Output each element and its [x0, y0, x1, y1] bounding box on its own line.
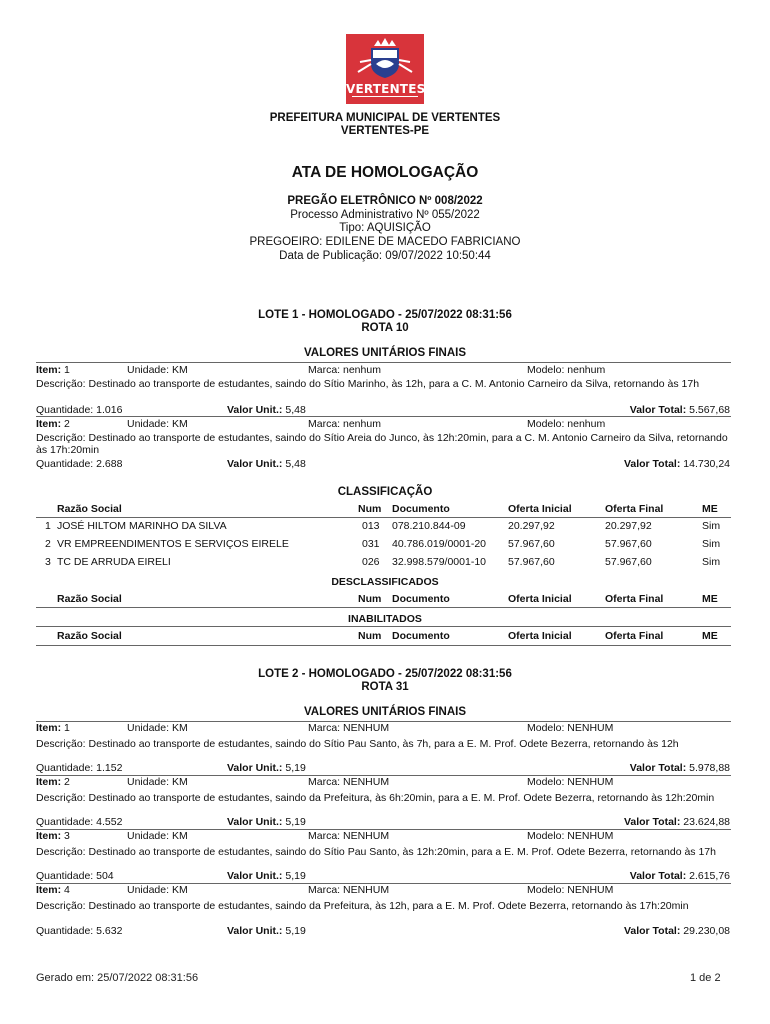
item-unit: Unidade: KM	[127, 830, 188, 842]
vertentes-logo	[346, 34, 424, 104]
logo-wordmark: VERTENTES	[346, 82, 426, 96]
row-num: 013	[362, 520, 380, 532]
pregao-number: PREGÃO ELETRÔNICO Nº 008/2022	[287, 195, 483, 207]
item-unit: Unidade: KM	[127, 364, 188, 376]
col-num: Num	[358, 503, 382, 515]
row-oferta-inicial: 57.967,60	[508, 538, 555, 550]
row-num: 026	[362, 556, 380, 568]
col-oferta-inicial: Oferta Inicial	[508, 630, 572, 642]
row-razao-social: TC DE ARRUDA EIRELI	[57, 556, 171, 568]
lote-title: LOTE 1 - HOMOLOGADO - 25/07/2022 08:31:56	[258, 309, 512, 321]
divider	[36, 607, 731, 608]
item-description: Descrição: Destinado ao transporte de estudantes, saindo do Sítio Areia do Junco, às 12h:20min, para a C. M. Antonio Carneiro da Silva, retornando às 17h:20min	[36, 432, 728, 456]
item-number: Item: 2	[36, 776, 70, 788]
inabilitados-title: INABILITADOS	[348, 613, 422, 625]
valores-title: VALORES UNITÁRIOS FINAIS	[303, 706, 467, 718]
row-num: 031	[362, 538, 380, 550]
item-total-value: Valor Total: 2.615,76	[629, 870, 730, 882]
item-unit: Unidade: KM	[127, 776, 188, 788]
row-me: Sim	[702, 520, 721, 532]
item-model: Modelo: NENHUM	[527, 884, 614, 896]
document-title: ATA DE HOMOLOGAÇÃO	[291, 164, 479, 181]
col-me: ME	[702, 593, 718, 605]
row-razao-social: VR EMPREENDIMENTOS E SERVIÇOS EIRELE	[57, 538, 289, 550]
divider	[36, 362, 731, 363]
item-total-value: Valor Total: 5.978,88	[629, 762, 730, 774]
col-num: Num	[358, 630, 382, 642]
col-documento: Documento	[392, 503, 450, 515]
col-oferta-final: Oferta Final	[605, 593, 664, 605]
item-brand: Marca: NENHUM	[308, 884, 390, 896]
item-quantity: Quantidade: 5.632	[36, 925, 123, 937]
org-city: VERTENTES-PE	[340, 125, 430, 137]
row-me: Sim	[702, 556, 721, 568]
item-total-value: Valor Total: 23.624,88	[623, 816, 730, 828]
col-razao-social: Razão Social	[57, 593, 122, 605]
org-name: PREFEITURA MUNICIPAL DE VERTENTES	[269, 112, 501, 124]
row-documento: 078.210.844-09	[392, 520, 466, 532]
item-model: Modelo: NENHUM	[527, 722, 614, 734]
valores-title: VALORES UNITÁRIOS FINAIS	[303, 347, 467, 359]
col-oferta-final: Oferta Final	[605, 503, 664, 515]
lote-title: LOTE 2 - HOMOLOGADO - 25/07/2022 08:31:56	[258, 668, 512, 680]
item-total-value: Valor Total: 5.567,68	[629, 404, 730, 416]
row-oferta-inicial: 20.297,92	[508, 520, 555, 532]
lote-rota: ROTA 31	[361, 681, 409, 693]
item-description: Descrição: Destinado ao transporte de estudantes, saindo do Sítio Pau Santo, às 12h:20min, para a E. M. Prof. Odete Bezerra, retornando às 17h	[36, 846, 716, 858]
row-documento: 40.786.019/0001-20	[392, 538, 487, 550]
publication-date: Data de Publicação: 09/07/2022 10:50:44	[279, 250, 491, 262]
item-number: Item: 3	[36, 830, 70, 842]
item-unit: Unidade: KM	[127, 884, 188, 896]
row-oferta-final: 57.967,60	[605, 538, 652, 550]
item-unit-value: Valor Unit.: 5,48	[227, 404, 306, 416]
item-total-value: Valor Total: 14.730,24	[623, 458, 730, 470]
item-brand: Marca: NENHUM	[308, 776, 390, 788]
item-number: Item: 1	[36, 364, 70, 376]
col-me: ME	[702, 503, 718, 515]
item-brand: Marca: NENHUM	[308, 722, 390, 734]
generated-at: Gerado em: 25/07/2022 08:31:56	[36, 972, 199, 984]
item-brand: Marca: NENHUM	[308, 830, 390, 842]
row-position: 1	[45, 520, 51, 532]
row-position: 2	[45, 538, 51, 550]
classificacao-title: CLASSIFICAÇÃO	[337, 486, 433, 498]
item-description: Descrição: Destinado ao transporte de estudantes, saindo do Sítio Marinho, às 12h, para a C. M. Antonio Carneiro da Silva, retornando às 17h	[36, 378, 700, 390]
col-oferta-inicial: Oferta Inicial	[508, 593, 572, 605]
item-model: Modelo: nenhum	[527, 364, 606, 376]
item-unit-value: Valor Unit.: 5,19	[227, 925, 306, 937]
row-me: Sim	[702, 538, 721, 550]
row-oferta-inicial: 57.967,60	[508, 556, 555, 568]
item-quantity: Quantidade: 2.688	[36, 458, 123, 470]
row-documento: 32.998.579/0001-10	[392, 556, 487, 568]
col-documento: Documento	[392, 630, 450, 642]
item-brand: Marca: nenhum	[308, 418, 381, 430]
item-quantity: Quantidade: 1.152	[36, 762, 123, 774]
row-oferta-final: 57.967,60	[605, 556, 652, 568]
col-documento: Documento	[392, 593, 450, 605]
item-number: Item: 1	[36, 722, 70, 734]
item-unit-value: Valor Unit.: 5,19	[227, 762, 306, 774]
item-brand: Marca: nenhum	[308, 364, 381, 376]
item-quantity: Quantidade: 4.552	[36, 816, 123, 828]
item-description: Descrição: Destinado ao transporte de estudantes, saindo do Sítio Pau Santo, às 7h, para a E. M. Prof. Odete Bezerra, retornando às 12h	[36, 738, 679, 750]
col-razao-social: Razão Social	[57, 630, 122, 642]
row-razao-social: JOSÉ HILTOM MARINHO DA SILVA	[57, 520, 227, 532]
page-number: 1 de 2	[690, 972, 721, 984]
divider	[36, 626, 731, 627]
col-num: Num	[358, 593, 382, 605]
item-quantity: Quantidade: 504	[36, 870, 114, 882]
item-model: Modelo: NENHUM	[527, 830, 614, 842]
row-position: 3	[45, 556, 51, 568]
divider	[36, 645, 731, 646]
pregoeiro-line: PREGOEIRO: EDILENE DE MACEDO FABRICIANO	[249, 236, 521, 248]
item-unit-value: Valor Unit.: 5,48	[227, 458, 306, 470]
item-model: Modelo: nenhum	[527, 418, 606, 430]
row-oferta-final: 20.297,92	[605, 520, 652, 532]
processo-line: Processo Administrativo Nº 055/2022	[290, 209, 480, 221]
item-unit-value: Valor Unit.: 5,19	[227, 870, 306, 882]
item-unit: Unidade: KM	[127, 418, 188, 430]
item-description: Descrição: Destinado ao transporte de estudantes, saindo da Prefeitura, às 6h:20min, para a E. M. Prof. Odete Bezerra, retornando às 12h:20min	[36, 792, 715, 804]
item-unit-value: Valor Unit.: 5,19	[227, 816, 306, 828]
divider	[36, 416, 731, 417]
col-oferta-inicial: Oferta Inicial	[508, 503, 572, 515]
item-quantity: Quantidade: 1.016	[36, 404, 123, 416]
item-model: Modelo: NENHUM	[527, 776, 614, 788]
col-razao-social: Razão Social	[57, 503, 122, 515]
item-number: Item: 2	[36, 418, 70, 430]
item-total-value: Valor Total: 29.230,08	[623, 925, 730, 937]
divider	[36, 517, 731, 518]
item-description: Descrição: Destinado ao transporte de estudantes, saindo da Prefeitura, às 12h, para a E. M. Prof. Odete Bezerra, retornando às 17h:20min	[36, 900, 689, 912]
tipo-line: Tipo: AQUISIÇÃO	[339, 222, 431, 234]
col-me: ME	[702, 630, 718, 642]
item-unit: Unidade: KM	[127, 722, 188, 734]
item-number: Item: 4	[36, 884, 70, 896]
lote-rota: ROTA 10	[361, 322, 409, 334]
col-oferta-final: Oferta Final	[605, 630, 664, 642]
desclassificados-title: DESCLASSIFICADOS	[331, 576, 439, 588]
